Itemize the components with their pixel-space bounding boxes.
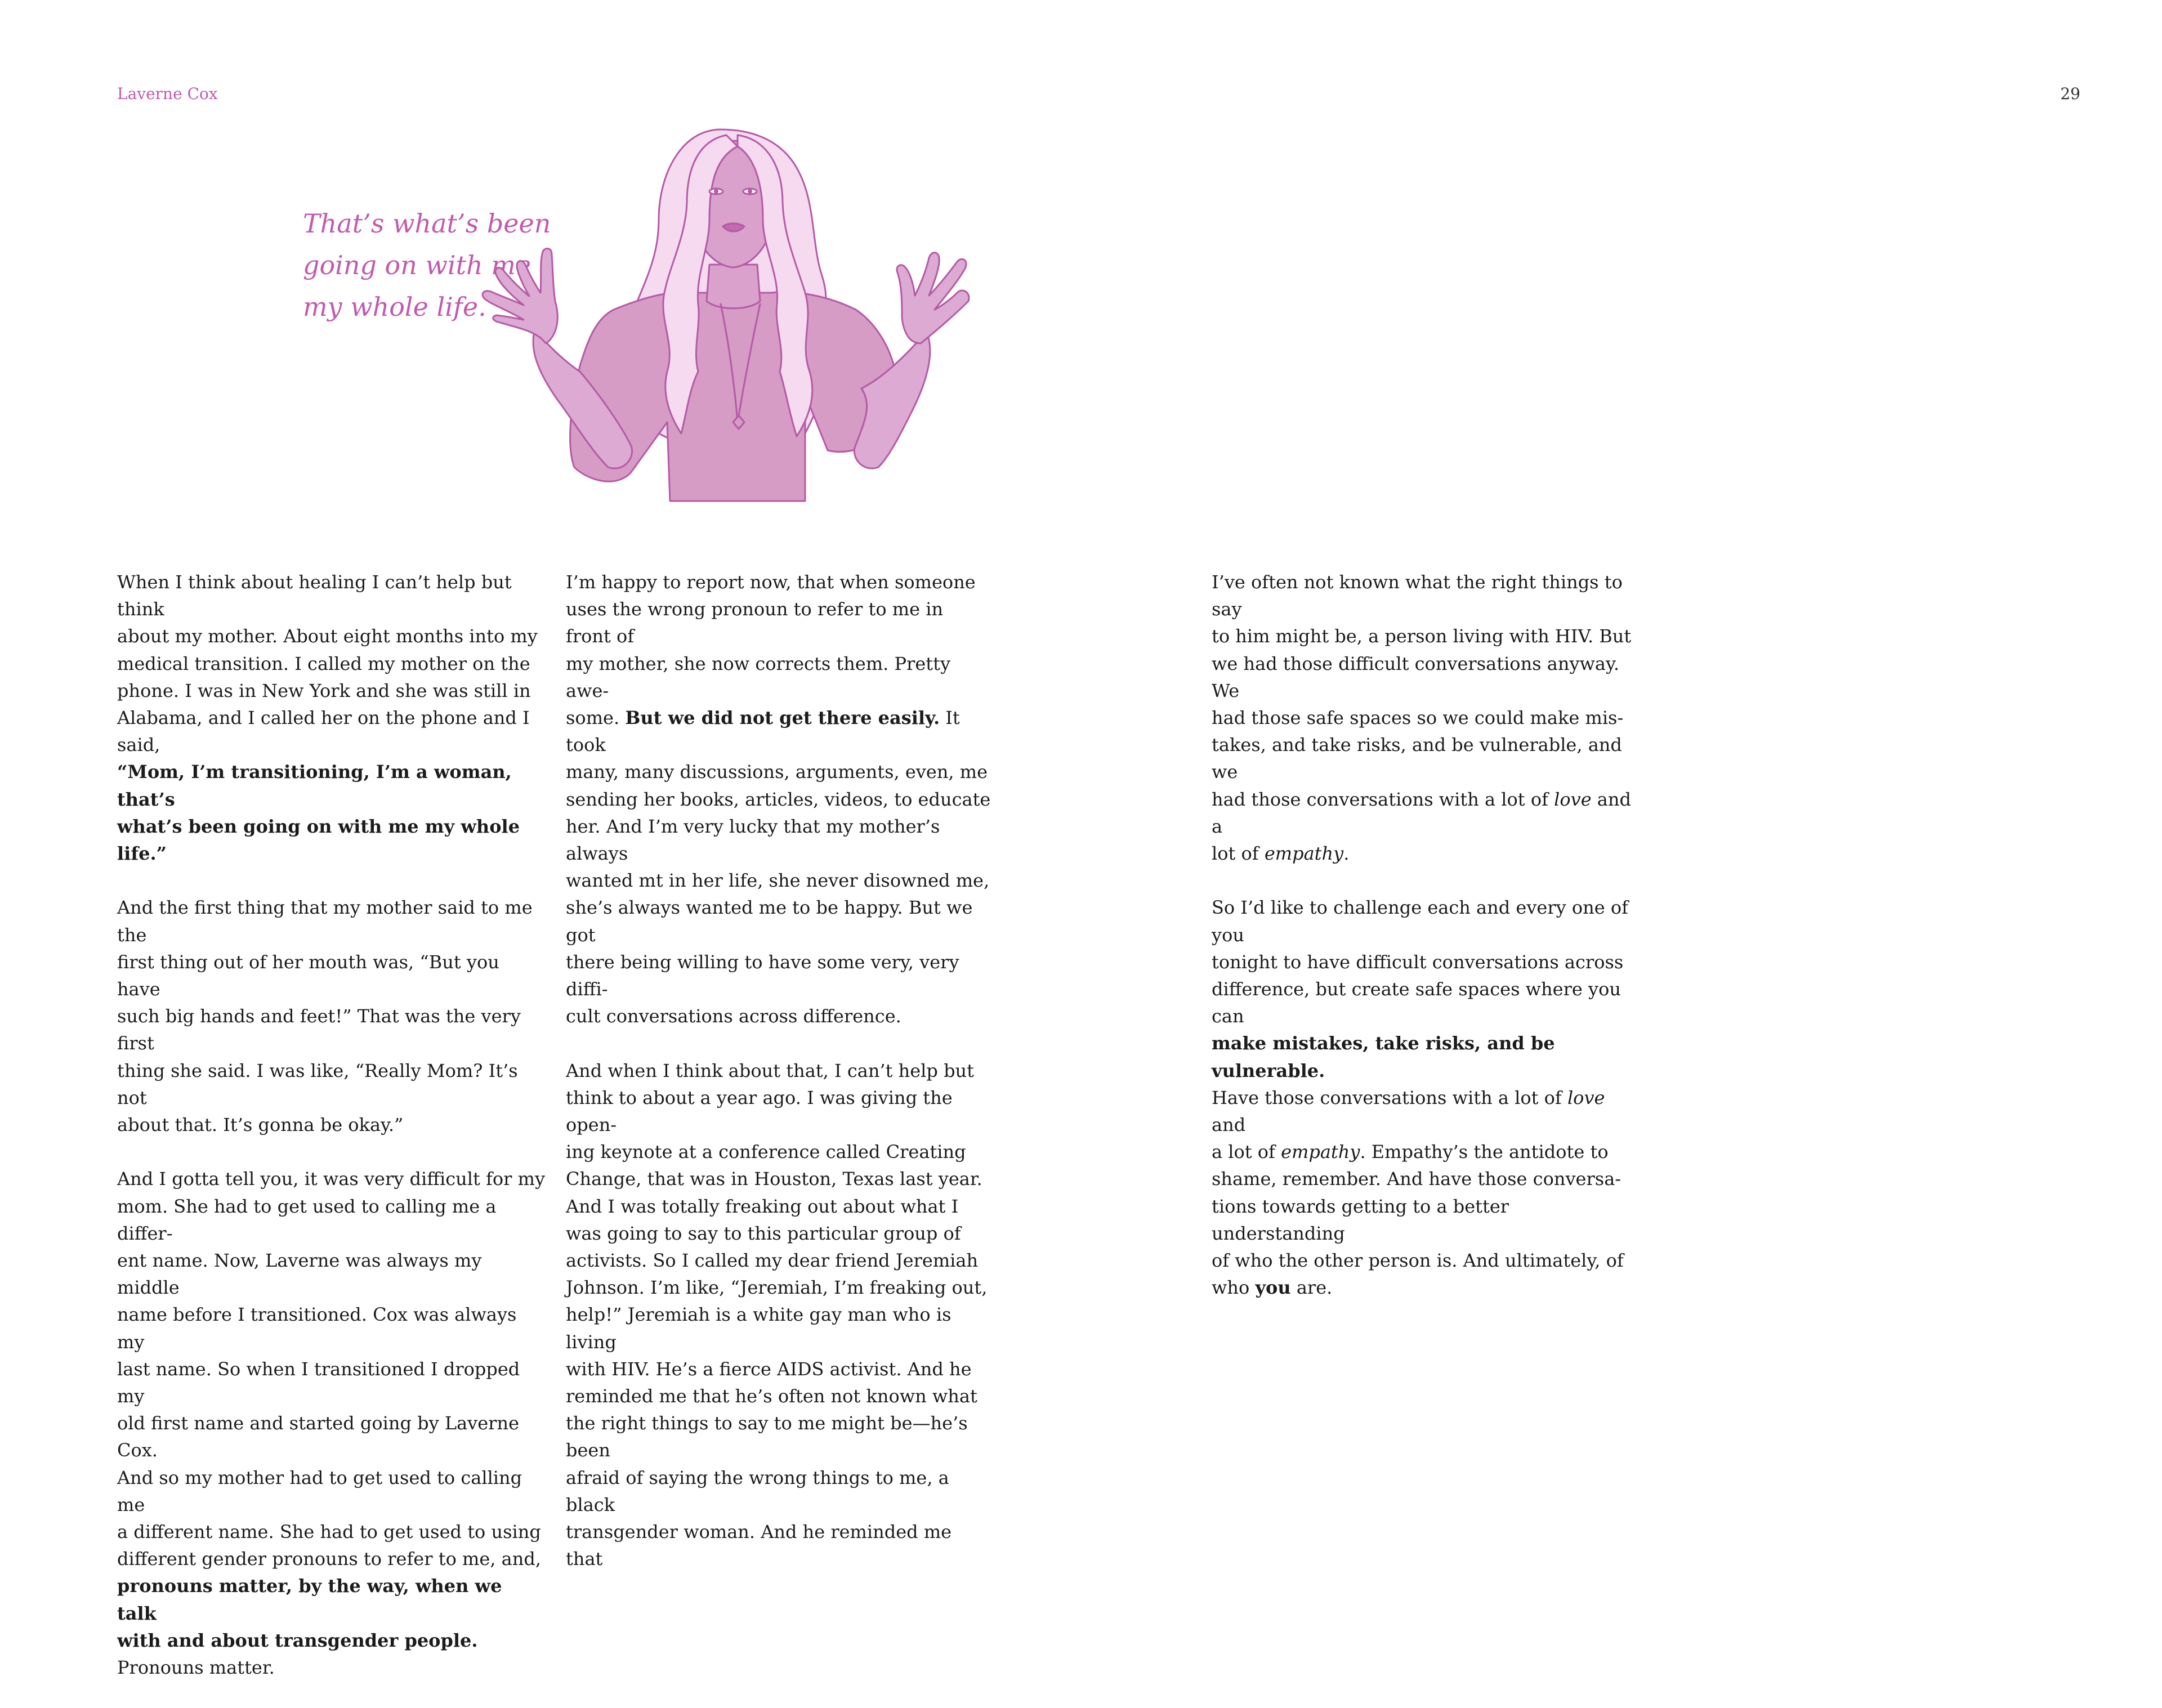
text-run: Have those conversations with a lot of <box>1212 1086 1562 1108</box>
text-line: old first name and started going by Laverne Cox. <box>117 1412 520 1461</box>
bold-text-line: make mistakes, take risks, and be vulnerable. <box>1212 1032 1555 1081</box>
text-line: had those safe spaces so we could make mis- <box>1212 707 1624 729</box>
text-line: was going to say to this particular group of <box>566 1222 961 1244</box>
right-hand <box>897 253 969 343</box>
left-hand <box>483 248 557 343</box>
text-line: different gender pronouns to refer to me, and, <box>117 1548 541 1570</box>
text-line: Pronouns matter. <box>117 1657 275 1679</box>
text-line: tions towards getting to a better understanding <box>1212 1195 1509 1244</box>
paragraph <box>117 1165 545 1681</box>
text-run: It took <box>566 707 960 756</box>
page-number: 29 <box>2060 84 2080 103</box>
text-line: last name. So when I transitioned I dropped my <box>117 1358 520 1407</box>
text-run: and a <box>1212 788 1631 837</box>
text-line: difference, but create safe spaces where you can <box>1212 978 1621 1027</box>
text-line: she’s always wanted me to be happy. But we got <box>566 897 973 946</box>
text-line: transgender woman. And he reminded me that <box>566 1521 952 1570</box>
text-run: . Empathy’s the antidote to <box>1360 1141 1609 1163</box>
text-line: reminded me that he’s often not known what <box>566 1385 977 1407</box>
text-line: And I was totally freaking out about what I <box>566 1195 959 1217</box>
text-line: And the first thing that my mother said to me the <box>117 897 533 946</box>
text-line: When I think about healing I can’t help but think <box>117 571 512 620</box>
text-line: I’ve often not known what the right things to say <box>1212 571 1623 620</box>
text-line: help!” Jeremiah is a white gay man who is living <box>566 1304 952 1353</box>
text-line: Johnson. I’m like, “Jeremiah, I’m freaking out, <box>566 1277 988 1299</box>
text-line: medical transition. I called my mother on the <box>117 652 530 674</box>
text-line: sending her books, articles, videos, to educate <box>566 788 991 810</box>
italic-text-run: love <box>1554 788 1592 810</box>
text-run: are. <box>1296 1277 1333 1299</box>
text-line: the right things to say to me might be—he’s been <box>566 1412 968 1461</box>
text-run: had those conversations with a lot of <box>1212 788 1548 810</box>
paragraph <box>566 569 994 1030</box>
text-line: wanted mt in her life, she never disowned me, <box>566 870 990 892</box>
text-line: my mother, she now corrects them. Pretty awe- <box>566 652 951 701</box>
text-line: ing keynote at a conference called Creating <box>566 1141 966 1163</box>
text-run: lot of <box>1212 843 1259 865</box>
pull-quote-line: going on with me <box>303 250 531 280</box>
body-column-3 <box>1212 569 1640 1329</box>
text-line: Change, that was in Houston, Texas last year. <box>566 1168 982 1190</box>
text-run: a lot of <box>1212 1141 1275 1163</box>
text-line: cult conversations across difference. <box>566 1005 901 1027</box>
mouth <box>723 223 744 231</box>
text-line: name before I transitioned. Cox was always my <box>117 1304 517 1353</box>
text-line: first thing out of her mouth was, “But you have <box>117 951 499 1000</box>
paragraph <box>1212 894 1640 1301</box>
text-line: a different name. She had to get used to using <box>117 1521 541 1543</box>
text-line: thing she said. I was like, “Really Mom? It’s not <box>117 1059 518 1108</box>
text-line: about my mother. About eight months into my <box>117 625 538 647</box>
text-line: her. And I’m very lucky that my mother’s always <box>566 815 940 865</box>
paragraph <box>117 894 545 1138</box>
text-line: many, many discussions, arguments, even, me <box>566 761 988 783</box>
paragraph <box>1212 569 1640 867</box>
pull-quote-line: my whole life. <box>303 292 486 322</box>
text-line: shame, remember. And have those conversa- <box>1212 1168 1622 1190</box>
running-head-author: Laverne Cox <box>117 84 218 103</box>
pull-quote-line: That’s what’s been <box>303 208 551 239</box>
portrait-illustration <box>445 107 1019 540</box>
text-line: tonight to have difficult conversations across <box>1212 951 1624 973</box>
italic-text-run: empathy <box>1281 1141 1360 1163</box>
body-column-2 <box>566 569 994 1600</box>
bold-text-line: pronouns matter, by the way, when we talk <box>117 1575 502 1624</box>
text-line: I’m happy to report now, that when someone <box>566 571 976 593</box>
text-line: And so my mother had to get used to calling me <box>117 1466 522 1515</box>
text-line: phone. I was in New York and she was still in <box>117 679 531 701</box>
text-run: and <box>1212 1114 1246 1136</box>
body-column-1 <box>117 569 545 1708</box>
text-line: And when I think about that, I can’t help but <box>566 1059 975 1081</box>
text-line: afraid of saying the wrong things to me, a black <box>566 1466 949 1515</box>
text-line: uses the wrong pronoun to refer to me in front of <box>566 598 944 647</box>
text-run: . <box>1343 843 1350 865</box>
paragraph <box>117 569 545 867</box>
text-run: who <box>1212 1277 1250 1299</box>
text-line: to him might be, a person living with HIV. But <box>1212 625 1632 647</box>
text-line: takes, and take risks, and be vulnerable, and we <box>1212 734 1622 783</box>
bold-text-run: you <box>1255 1277 1291 1299</box>
neck <box>707 265 760 308</box>
italic-text-run: empathy <box>1264 843 1344 865</box>
text-line: there being willing to have some very, very diffi- <box>566 951 959 1000</box>
bold-quote-line: “Mom, I’m transitioning, I’m a woman, that’s <box>117 761 512 810</box>
text-line: about that. It’s gonna be okay.” <box>117 1114 404 1136</box>
bold-quote-line: what’s been going on with me my whole life.” <box>117 815 520 865</box>
text-line: And I gotta tell you, it was very difficult for my <box>117 1168 546 1190</box>
text-line: think to about a year ago. I was giving the open- <box>566 1086 953 1136</box>
text-run: some. <box>566 707 620 729</box>
bold-text-line: with and about transgender people. <box>117 1629 478 1651</box>
paragraph <box>566 1057 994 1573</box>
text-line: we had those difficult conversations anyway. We <box>1212 652 1619 701</box>
text-line: ent name. Now, Laverne was always my middle <box>117 1250 482 1299</box>
italic-text-run: love <box>1567 1086 1605 1108</box>
text-line: with HIV. He’s a fierce AIDS activist. And he <box>566 1358 972 1380</box>
text-line: activists. So I called my dear friend Jeremiah <box>566 1250 979 1272</box>
bold-text-run: But we did not get there easily. <box>625 707 940 729</box>
text-line: of who the other person is. And ultimately, of <box>1212 1250 1624 1272</box>
text-line: such big hands and feet!” That was the very first <box>117 1005 521 1054</box>
text-line: So I’d like to challenge each and every one of you <box>1212 897 1628 946</box>
text-line: Alabama, and I called her on the phone and I said, <box>117 707 530 756</box>
text-line: mom. She had to get used to calling me a differ- <box>117 1195 497 1244</box>
